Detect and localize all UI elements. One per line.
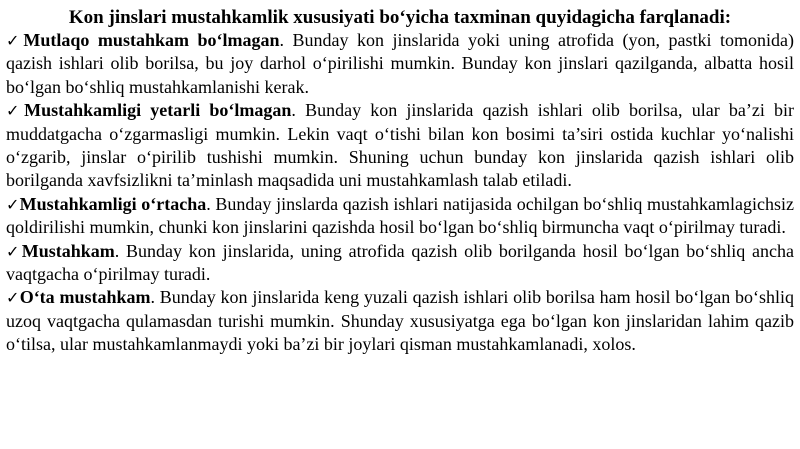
- description-absolutely-unstable: . Bunday kon jinslarida yoki uning atrofida (yon, pastki tomonida) qazish ishlari olib borilsa, bu joy darhol o‘pirilishi mumkin. Bunday kon jinslari qazilganda, albatta hosil bo‘lgan bo‘shliq mustahkamlanishi kerak.: [6, 30, 794, 97]
- checkmark-icon: ✓: [6, 194, 20, 214]
- checkmark-icon: ✓: [6, 101, 25, 121]
- list-item-medium-stability: [6, 193, 794, 240]
- term-absolutely-unstable: Mutlaqo mustahkam bo‘lmagan: [23, 30, 280, 50]
- description-medium-stability: . Bunday jinslarda qazish ishlari natijasida ochilgan bo‘shliq mustahkamlagichsiz qoldirilishi mumkin, chunki kon jinslarini qazishda hosil bo‘lgan bo‘shliq birmuncha vaqt o‘pirilmay turadi.: [6, 193, 794, 238]
- description-stable: . Bunday kon jinslarida, uning atrofida qazish olib borilganda hosil bo‘lgan bo‘shliq ancha vaqtgacha o‘pirilmay turadi.: [6, 240, 795, 285]
- term-very-stable: O‘ta mustahkam: [19, 287, 151, 308]
- checkmark-icon: ✓: [6, 288, 20, 308]
- term-medium-stability: Mustahkamligi o‘rtacha: [19, 193, 207, 214]
- checkmark-icon: ✓: [6, 31, 24, 50]
- document-title: Kon jinslari mustahkamlik xususiyati bo‘yicha taxminan quyidagicha farqlanadi:: [68, 7, 732, 28]
- list-item-stable: [6, 240, 794, 287]
- document-page: [6, 0, 794, 449]
- description-insufficiently-stable: . Bunday kon jinslarida qazish ishlari olib borilsa, ular ba’zi bir muddatgacha o‘zgarmasligi mumkin. Lekin vaqt o‘tishi bilan kon bosimi ta’siri ostida kuchlar yo‘nalishi o‘zgarib, jinslar o‘pirilib tushishi mumkin. Shuning uchun bunday kon jinslarida qazish ishlari olib borilganda xavfsizlikni ta’minlash maqsadida uni mustahkamlash talab etiladi.: [6, 100, 794, 191]
- list-item-very-stable: [6, 286, 794, 356]
- term-insufficiently-stable: Mustahkamligi yetarli bo‘lmagan: [24, 100, 292, 121]
- checkmark-icon: ✓: [6, 241, 22, 261]
- description-very-stable: . Bunday kon jinslarida keng yuzali qazish ishlari olib borilsa ham hosil bo‘lgan bo‘shliq uzoq vaqtgacha qulamasdan turishi mumkin. Shunday xususiyatga ega bo‘lgan kon jinslaridan lahim qazib o‘tilsa, ular mustahkamlanmaydi yoki ba’zi bir joylari qisman mustahkamlanadi, xolos.: [6, 287, 794, 355]
- list-item-absolutely-unstable: [6, 29, 794, 99]
- list-item-insufficiently-stable: [6, 99, 794, 193]
- term-stable: Mustahkam: [21, 240, 115, 261]
